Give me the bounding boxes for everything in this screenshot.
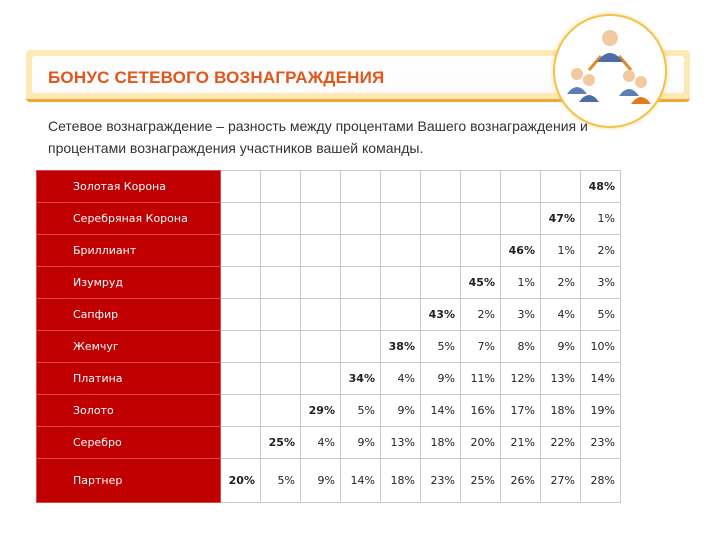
table-cell: 27% xyxy=(541,459,581,503)
table-cell xyxy=(221,427,261,459)
table-cell xyxy=(261,331,301,363)
table-cell xyxy=(301,171,341,203)
table-cell: 3% xyxy=(581,267,621,299)
table-cell: 21% xyxy=(501,427,541,459)
table-cell: 26% xyxy=(501,459,541,503)
table-cell xyxy=(221,267,261,299)
table-cell xyxy=(221,395,261,427)
table-row xyxy=(37,203,621,235)
table-cell: 48% xyxy=(581,171,621,203)
table-cell: 2% xyxy=(461,299,501,331)
page-title: БОНУС СЕТЕВОГО ВОЗНАГРАЖДЕНИЯ xyxy=(48,68,385,87)
rank-name: Сапфир xyxy=(37,299,221,331)
table-cell xyxy=(341,171,381,203)
table-cell xyxy=(461,171,501,203)
table-row xyxy=(37,363,621,395)
table-cell xyxy=(261,203,301,235)
table-cell xyxy=(501,171,541,203)
table-cell xyxy=(381,235,421,267)
bonus-table-body xyxy=(37,171,621,503)
rank-name: Серебряная Корона xyxy=(37,203,221,235)
table-cell xyxy=(461,203,501,235)
table-cell: 4% xyxy=(301,427,341,459)
table-row xyxy=(37,331,621,363)
table-row xyxy=(37,299,621,331)
table-row xyxy=(37,235,621,267)
table-cell: 2% xyxy=(581,235,621,267)
table-cell: 43% xyxy=(421,299,461,331)
table-cell xyxy=(301,267,341,299)
table-cell: 18% xyxy=(381,459,421,503)
table-cell xyxy=(301,235,341,267)
table-cell: 25% xyxy=(261,427,301,459)
table-cell: 4% xyxy=(381,363,421,395)
table-cell: 9% xyxy=(301,459,341,503)
table-row xyxy=(37,427,621,459)
table-cell: 20% xyxy=(221,459,261,503)
rank-name: Золото xyxy=(37,395,221,427)
table-cell xyxy=(221,171,261,203)
table-cell xyxy=(381,299,421,331)
table-cell: 7% xyxy=(461,331,501,363)
table-cell xyxy=(301,331,341,363)
rank-name: Жемчуг xyxy=(37,331,221,363)
table-cell: 5% xyxy=(581,299,621,331)
table-cell: 9% xyxy=(341,427,381,459)
table-cell xyxy=(261,395,301,427)
table-cell: 28% xyxy=(581,459,621,503)
table-cell xyxy=(221,235,261,267)
table-cell: 14% xyxy=(421,395,461,427)
table-cell xyxy=(301,299,341,331)
table-cell xyxy=(421,171,461,203)
table-cell: 23% xyxy=(581,427,621,459)
table-cell: 13% xyxy=(541,363,581,395)
table-cell: 20% xyxy=(461,427,501,459)
table-cell xyxy=(341,203,381,235)
rank-name: Платина xyxy=(37,363,221,395)
table-row xyxy=(37,395,621,427)
table-cell: 9% xyxy=(541,331,581,363)
table-cell: 5% xyxy=(421,331,461,363)
table-cell: 29% xyxy=(301,395,341,427)
table-row xyxy=(37,267,621,299)
table-cell xyxy=(461,235,501,267)
table-cell xyxy=(261,299,301,331)
table-cell xyxy=(541,171,581,203)
team-people-graphic xyxy=(555,16,665,126)
table-row xyxy=(37,459,621,503)
table-cell: 12% xyxy=(501,363,541,395)
table-cell: 47% xyxy=(541,203,581,235)
table-cell: 5% xyxy=(261,459,301,503)
bonus-table xyxy=(36,170,621,503)
table-cell xyxy=(261,171,301,203)
table-cell: 17% xyxy=(501,395,541,427)
table-cell: 14% xyxy=(341,459,381,503)
table-cell xyxy=(221,203,261,235)
table-cell: 18% xyxy=(541,395,581,427)
table-cell xyxy=(421,235,461,267)
table-cell: 1% xyxy=(501,267,541,299)
table-cell xyxy=(221,299,261,331)
table-cell: 4% xyxy=(541,299,581,331)
table-cell xyxy=(301,203,341,235)
table-cell: 2% xyxy=(541,267,581,299)
rank-name: Бриллиант xyxy=(37,235,221,267)
table-cell: 10% xyxy=(581,331,621,363)
table-cell xyxy=(381,171,421,203)
table-row xyxy=(37,171,621,203)
table-cell xyxy=(261,267,301,299)
table-cell xyxy=(261,235,301,267)
table-cell xyxy=(381,267,421,299)
table-cell: 16% xyxy=(461,395,501,427)
table-cell xyxy=(381,203,421,235)
table-cell xyxy=(421,267,461,299)
table-cell: 13% xyxy=(381,427,421,459)
table-cell: 5% xyxy=(341,395,381,427)
rank-name: Серебро xyxy=(37,427,221,459)
table-cell: 22% xyxy=(541,427,581,459)
table-cell: 19% xyxy=(581,395,621,427)
table-cell: 25% xyxy=(461,459,501,503)
table-cell: 1% xyxy=(541,235,581,267)
table-cell: 9% xyxy=(381,395,421,427)
table-cell: 3% xyxy=(501,299,541,331)
table-cell xyxy=(221,363,261,395)
table-cell xyxy=(341,331,381,363)
table-cell xyxy=(341,267,381,299)
table-cell: 18% xyxy=(421,427,461,459)
rank-name: Изумруд xyxy=(37,267,221,299)
table-cell: 38% xyxy=(381,331,421,363)
rank-name: Партнер xyxy=(37,459,221,503)
table-cell: 46% xyxy=(501,235,541,267)
table-cell: 9% xyxy=(421,363,461,395)
table-cell xyxy=(261,363,301,395)
table-cell: 34% xyxy=(341,363,381,395)
table-cell: 1% xyxy=(581,203,621,235)
table-cell xyxy=(341,299,381,331)
table-cell: 8% xyxy=(501,331,541,363)
table-cell: 11% xyxy=(461,363,501,395)
table-cell xyxy=(341,235,381,267)
table-cell: 14% xyxy=(581,363,621,395)
table-cell xyxy=(301,363,341,395)
rank-name: Золотая Корона xyxy=(37,171,221,203)
table-cell xyxy=(421,203,461,235)
table-cell xyxy=(221,331,261,363)
table-cell: 45% xyxy=(461,267,501,299)
team-people-icon xyxy=(553,14,667,128)
description-text: Сетевое вознаграждение – разность между процентами Вашего вознаграждения и процентами вознаграждения участников вашей команды. xyxy=(48,118,588,156)
table-cell xyxy=(501,203,541,235)
table-cell: 23% xyxy=(421,459,461,503)
